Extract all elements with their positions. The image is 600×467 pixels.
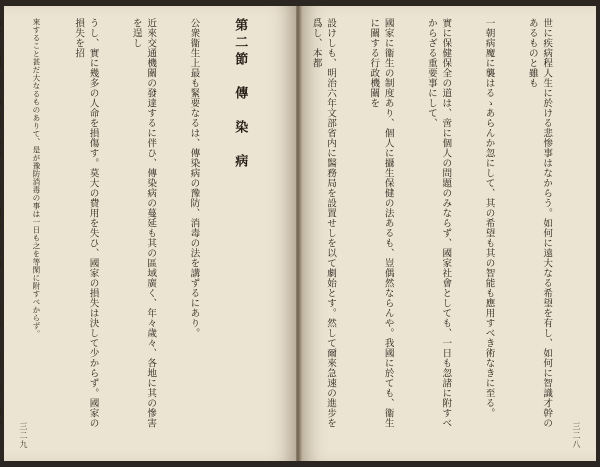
body-line: うし、實に幾多の人命を損傷す。莫大の費用を失ひ、國家の損失は決して少からず。國家の損失を招 — [73, 18, 99, 428]
left-page-text — [0, 18, 278, 436]
body-line: 近來交通機關の發達するに伴ひ、傳染病の蔓延も其の區域廣く、年々歲々、各地に其の慘害を逞し — [130, 18, 157, 428]
page-number: 三二八 — [572, 422, 581, 449]
body-line: 一朝病魔に襲はるゝあらんか忽にして、其の希望も其の智能も應用すべき術なきに至る。 — [483, 18, 495, 418]
body-line: 來すること甚だ大なるものありて、是が豫防消毒の事は一日も之を等閑に附すべからず。 — [31, 18, 41, 338]
body-line: 設けしも、明治六年文部省内に醫務局を設置せしを以て劇始とす。然して爾來急速の進步を爲し、本都 — [310, 18, 337, 428]
body-line — [0, 18, 2, 436]
body-line: 世に疾病程人生に於ける悲惨事はなからう。如何に遠大なる希望を有し、如何に智識才幹のあるものと雖も — [526, 18, 553, 428]
body-line: 實に保健保全の道は、啻に個人の問題のみならず、國家社會としても、一日も忽諸に附すべからざる重要事にして、 — [425, 18, 452, 428]
section-2-title: 第二節 傳 染 病 — [232, 18, 248, 171]
left-page — [4, 6, 296, 461]
body-line: 公衆衞生上最も緊要なるは、傳染病の豫防、消毒の法を講ずるにあり。 — [188, 18, 200, 338]
body-line: 國家に衞生の制度あり、個人に攝生保健の法あるも、豈偶然ならんや。我國に於ても、衞生に關する行政機關を — [368, 18, 394, 428]
right-page — [300, 6, 596, 461]
page-number: 三二九 — [19, 422, 28, 449]
